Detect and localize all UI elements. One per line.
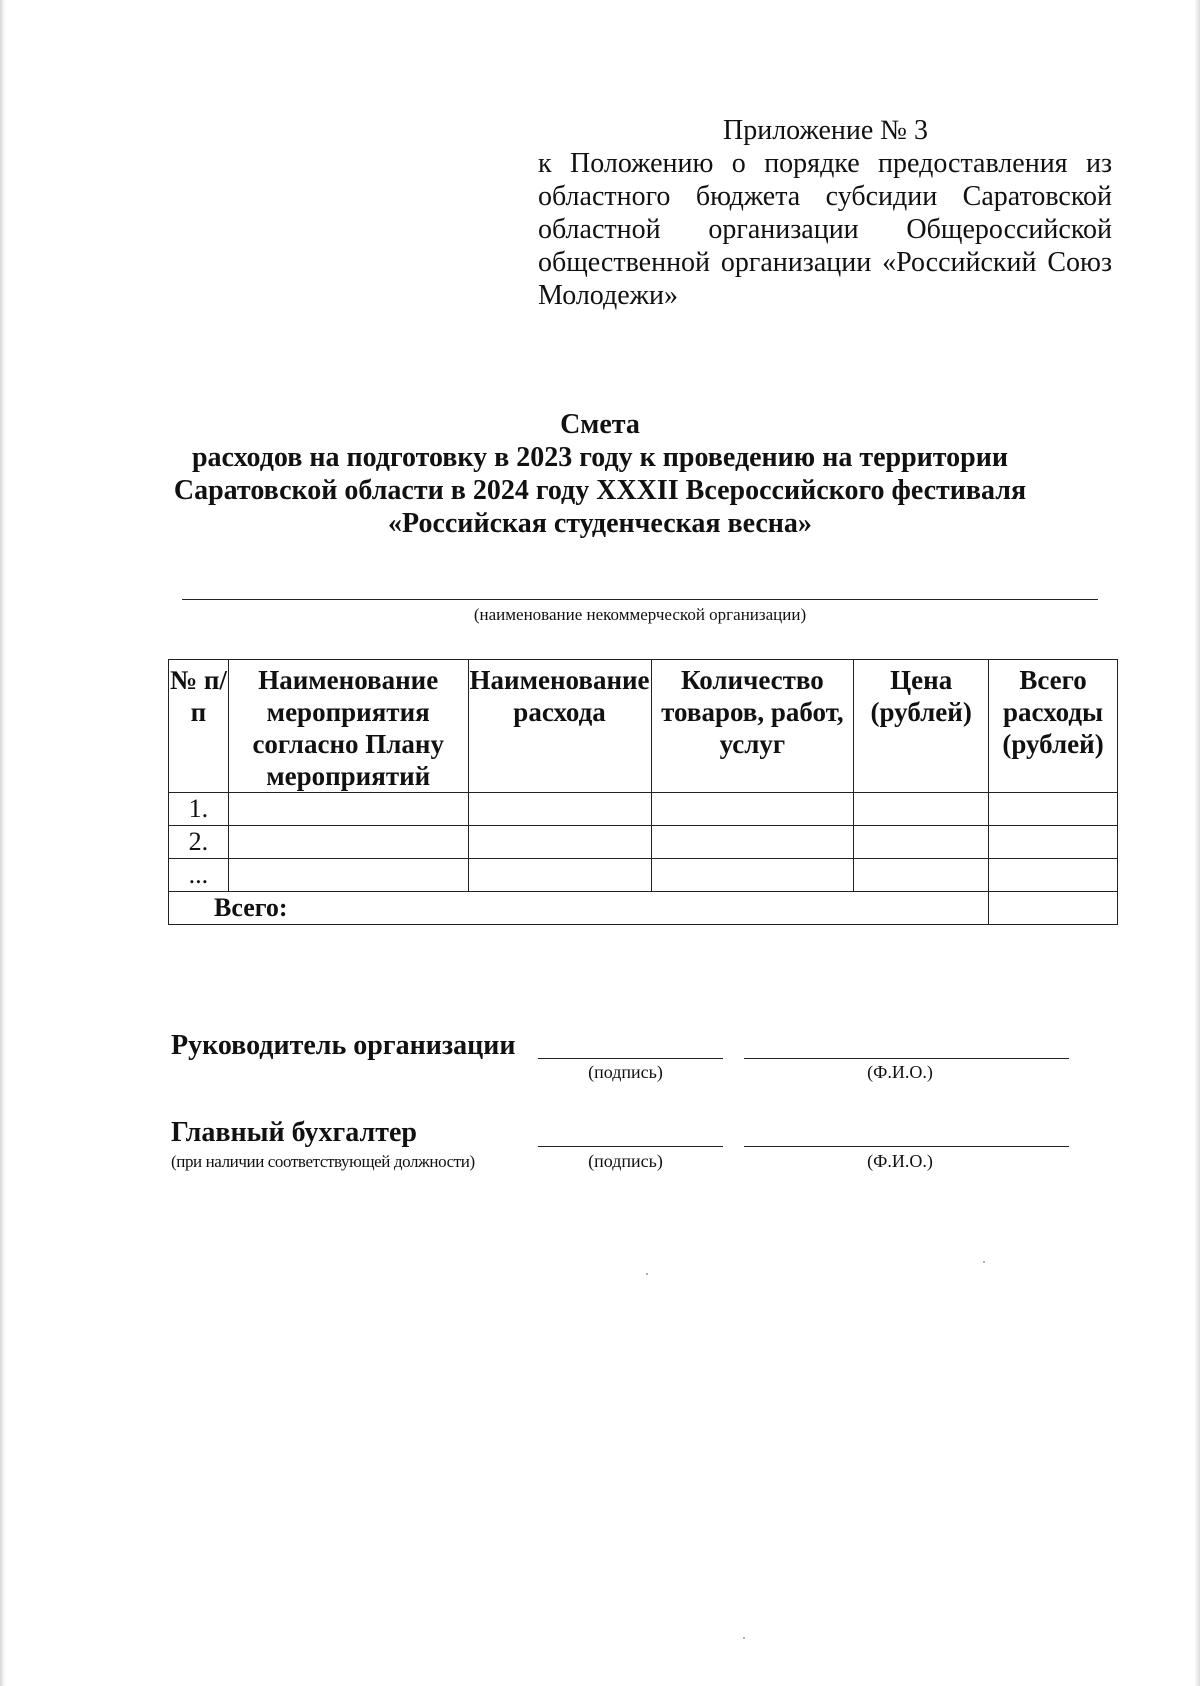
accountant-signature-caption: (подпись) [588, 1151, 663, 1171]
table-cell [651, 859, 854, 892]
scan-speck [743, 1637, 745, 1639]
head-name-line [744, 1058, 1069, 1059]
table-header-row [169, 660, 1118, 793]
table-cell [989, 859, 1118, 892]
table-cell [854, 793, 989, 826]
head-signature-caption: (подпись) [588, 1062, 663, 1082]
col-header-price: Цена (рублей) [854, 660, 989, 793]
table-cell [651, 793, 854, 826]
col-header-expense-name: Наименование расхода [468, 660, 651, 793]
row-number-cell: ... [169, 859, 229, 892]
table-row [169, 826, 1118, 859]
table-cell [468, 859, 651, 892]
organization-name-line [182, 599, 1098, 600]
table-row [169, 859, 1118, 892]
table-total-row [169, 892, 1118, 925]
table-cell [854, 859, 989, 892]
table-cell [228, 826, 468, 859]
accountant-signature-line [538, 1146, 723, 1147]
row-number-cell: 1. [169, 793, 229, 826]
table-cell [228, 859, 468, 892]
title-line-2: расходов на подготовку в 2023 году к проведению на территории [191, 442, 1009, 473]
table-cell [651, 826, 854, 859]
row-number-cell: 2. [169, 826, 229, 859]
document-title [150, 408, 1050, 540]
table-cell [854, 826, 989, 859]
head-of-organization-label: Руководитель организации [171, 1030, 516, 1061]
head-signature-line [538, 1058, 723, 1059]
col-header-event-name: Наименование мероприятия согласно Плану мероприятий [228, 660, 468, 793]
estimate-table [168, 659, 1118, 925]
table-row [169, 793, 1118, 826]
table-cell [989, 826, 1118, 859]
appendix-text: к Положению о порядке предоставления из областного бюджета субсидии Саратовской областной организации Общероссийской общественной организации «Российский Союз Молодежи» [538, 148, 1112, 311]
total-value-cell [989, 892, 1118, 925]
table-cell [228, 793, 468, 826]
appendix-number: Приложение № 3 [723, 115, 928, 146]
title-line-3: Саратовской области в 2024 году XXXII Всероссийского фестиваля [173, 475, 1027, 506]
accountant-name-line [744, 1146, 1069, 1147]
chief-accountant-note: (при наличии соответствующей должности) [171, 1152, 475, 1171]
table-cell [989, 793, 1118, 826]
scan-speck [983, 1261, 985, 1263]
col-header-number: № п/п [169, 660, 229, 793]
organization-name-caption: (наименование некоммерческой организации) [473, 605, 807, 624]
head-name-caption: (Ф.И.О.) [867, 1062, 933, 1082]
col-header-quantity: Количество товаров, работ, услуг [651, 660, 854, 793]
scan-speck [646, 1273, 648, 1275]
page-edge-right [1195, 0, 1200, 1686]
page-edge-left [0, 0, 6, 1686]
table-cell [468, 793, 651, 826]
table-cell [468, 826, 651, 859]
total-label: Всего: [169, 892, 989, 925]
title-line-1: Смета [560, 409, 640, 440]
title-line-4: «Российская студенческая весна» [388, 508, 812, 539]
chief-accountant-label: Главный бухгалтер [171, 1117, 417, 1148]
col-header-total: Всего расходы (рублей) [989, 660, 1118, 793]
accountant-name-caption: (Ф.И.О.) [867, 1151, 933, 1171]
appendix-block [538, 114, 1112, 312]
